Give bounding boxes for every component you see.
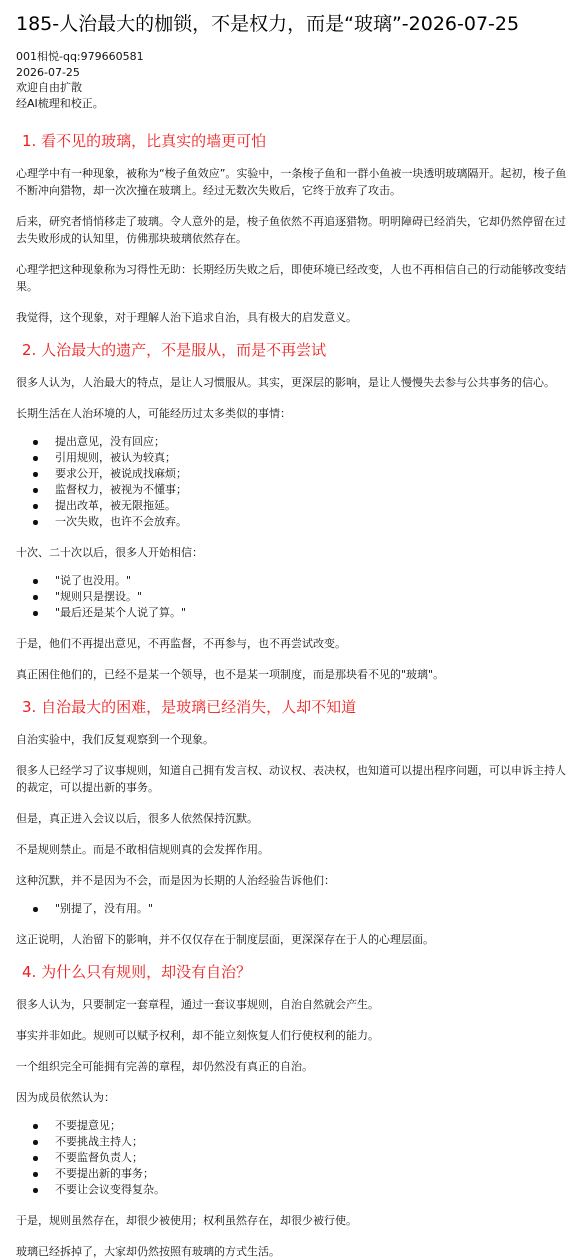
list-item: 不要让会议变得复杂。 xyxy=(55,1182,568,1198)
article-title: 185-人治最大的枷锁，不是权力，而是“玻璃”-2026-07-25 xyxy=(16,13,520,35)
list-item: "规则只是摆设。" xyxy=(55,589,568,605)
paragraph: 这正说明，人治留下的影响，并不仅仅存在于制度层面，更深深存在于人的心理层面。 xyxy=(16,933,434,946)
share-note: 欢迎自由扩散 xyxy=(16,81,82,94)
bullet-list xyxy=(16,573,568,621)
paragraph: 长期生活在人治环境的人，可能经历过太多类似的事情： xyxy=(16,407,291,420)
paragraph: 于是，他们不再提出意见，不再监督，不再参与，也不再尝试改变。 xyxy=(16,637,346,650)
paragraph: 后来，研究者悄悄移走了玻璃。令人意外的是，梭子鱼依然不再追逐猎物。明明障碍已经消失，它却仍然停留在过去失败形成的认知里，仿佛那块玻璃依然存在。 xyxy=(16,215,566,245)
list-item: 要求公开，被说成找麻烦； xyxy=(55,466,568,482)
section-heading-2: 2. 人治最大的遗产，不是服从，而是不再尝试 xyxy=(22,341,327,359)
paragraph: 很多人已经学习了议事规则，知道自己拥有发言权、动议权、表决权，也知道可以提出程序问题，可以申诉主持人的裁定，可以提出新的事务。 xyxy=(16,764,566,794)
paragraph: 玻璃已经拆掉了，大家却仍然按照有玻璃的方式生活。 xyxy=(16,1245,280,1258)
ai-note: 经AI梳理和校正。 xyxy=(16,96,104,110)
list-item: 不要挑战主持人； xyxy=(55,1134,568,1150)
list-item: "说了也没用。" xyxy=(55,573,568,589)
paragraph: 自治实验中，我们反复观察到一个现象。 xyxy=(16,733,214,746)
paragraph: 很多人认为，只要制定一套章程，通过一套议事规则，自治自然就会产生。 xyxy=(16,998,379,1011)
list-item: 提出意见，没有回应； xyxy=(55,434,568,450)
paragraph: 不是规则禁止。而是不敢相信规则真的会发挥作用。 xyxy=(16,843,269,856)
paragraph: 我觉得，这个现象，对于理解人治下追求自治，具有极大的启发意义。 xyxy=(16,311,357,324)
article-meta xyxy=(16,49,568,111)
bullet-list xyxy=(16,901,568,917)
section-heading-1: 1. 看不见的玻璃，比真实的墙更可怕 xyxy=(22,132,267,150)
paragraph: 心理学把这种现象称为习得性无助：长期经历失败之后，即使环境已经改变，人也不再相信自己的行动能够改变结果。 xyxy=(16,263,566,293)
paragraph: 十次、二十次以后，很多人开始相信： xyxy=(16,546,203,559)
list-item: "最后还是某个人说了算。" xyxy=(55,605,568,621)
paragraph: 真正困住他们的，已经不是某一个领导，也不是某一项制度，而是那块看不见的"玻璃"。 xyxy=(16,668,445,681)
list-item: 不要监督负责人； xyxy=(55,1150,568,1166)
list-item: 一次失败，也许不会放弃。 xyxy=(55,514,568,530)
bullet-list xyxy=(16,1118,568,1198)
date-line: 2026-07-25 xyxy=(16,65,80,79)
bullet-list xyxy=(16,434,568,530)
paragraph: 很多人认为，人治最大的特点，是让人习惯服从。其实，更深层的影响，是让人慢慢失去参与公共事务的信心。 xyxy=(16,376,555,389)
list-item: "别提了，没有用。" xyxy=(55,901,568,917)
paragraph: 心理学中有一种现象，被称为“梭子鱼效应”。实验中，一条梭子鱼和一群小鱼被一块透明玻璃隔开。起初，梭子鱼不断冲向猎物，却一次次撞在玻璃上。经过无数次失败后，它终于放弃了攻击。 xyxy=(16,167,567,197)
paragraph: 于是，规则虽然存在，却很少被使用；权利虽然存在，却很少被行使。 xyxy=(16,1214,357,1227)
list-item: 不要提意见； xyxy=(55,1118,568,1134)
list-item: 引用规则，被认为较真； xyxy=(55,450,568,466)
paragraph: 但是，真正进入会议以后，很多人依然保持沉默。 xyxy=(16,812,258,825)
author-line: 001相悦-qq:979660581 xyxy=(16,50,144,63)
paragraph: 事实并非如此。规则可以赋予权利，却不能立刻恢复人们行使权利的能力。 xyxy=(16,1029,379,1042)
section-heading-3: 3. 自治最大的困难，是玻璃已经消失，人却不知道 xyxy=(22,698,357,716)
list-item: 不要提出新的事务； xyxy=(55,1166,568,1182)
list-item: 提出改革，被无限拖延。 xyxy=(55,498,568,514)
paragraph: 一个组织完全可能拥有完善的章程，却仍然没有真正的自治。 xyxy=(16,1060,313,1073)
list-item: 监督权力，被视为不懂事； xyxy=(55,482,568,498)
section-heading-4: 4. 为什么只有规则，却没有自治？ xyxy=(22,963,252,981)
paragraph: 因为成员依然认为： xyxy=(16,1091,115,1104)
paragraph: 这种沉默，并不是因为不会，而是因为长期的人治经验告诉他们： xyxy=(16,874,335,887)
